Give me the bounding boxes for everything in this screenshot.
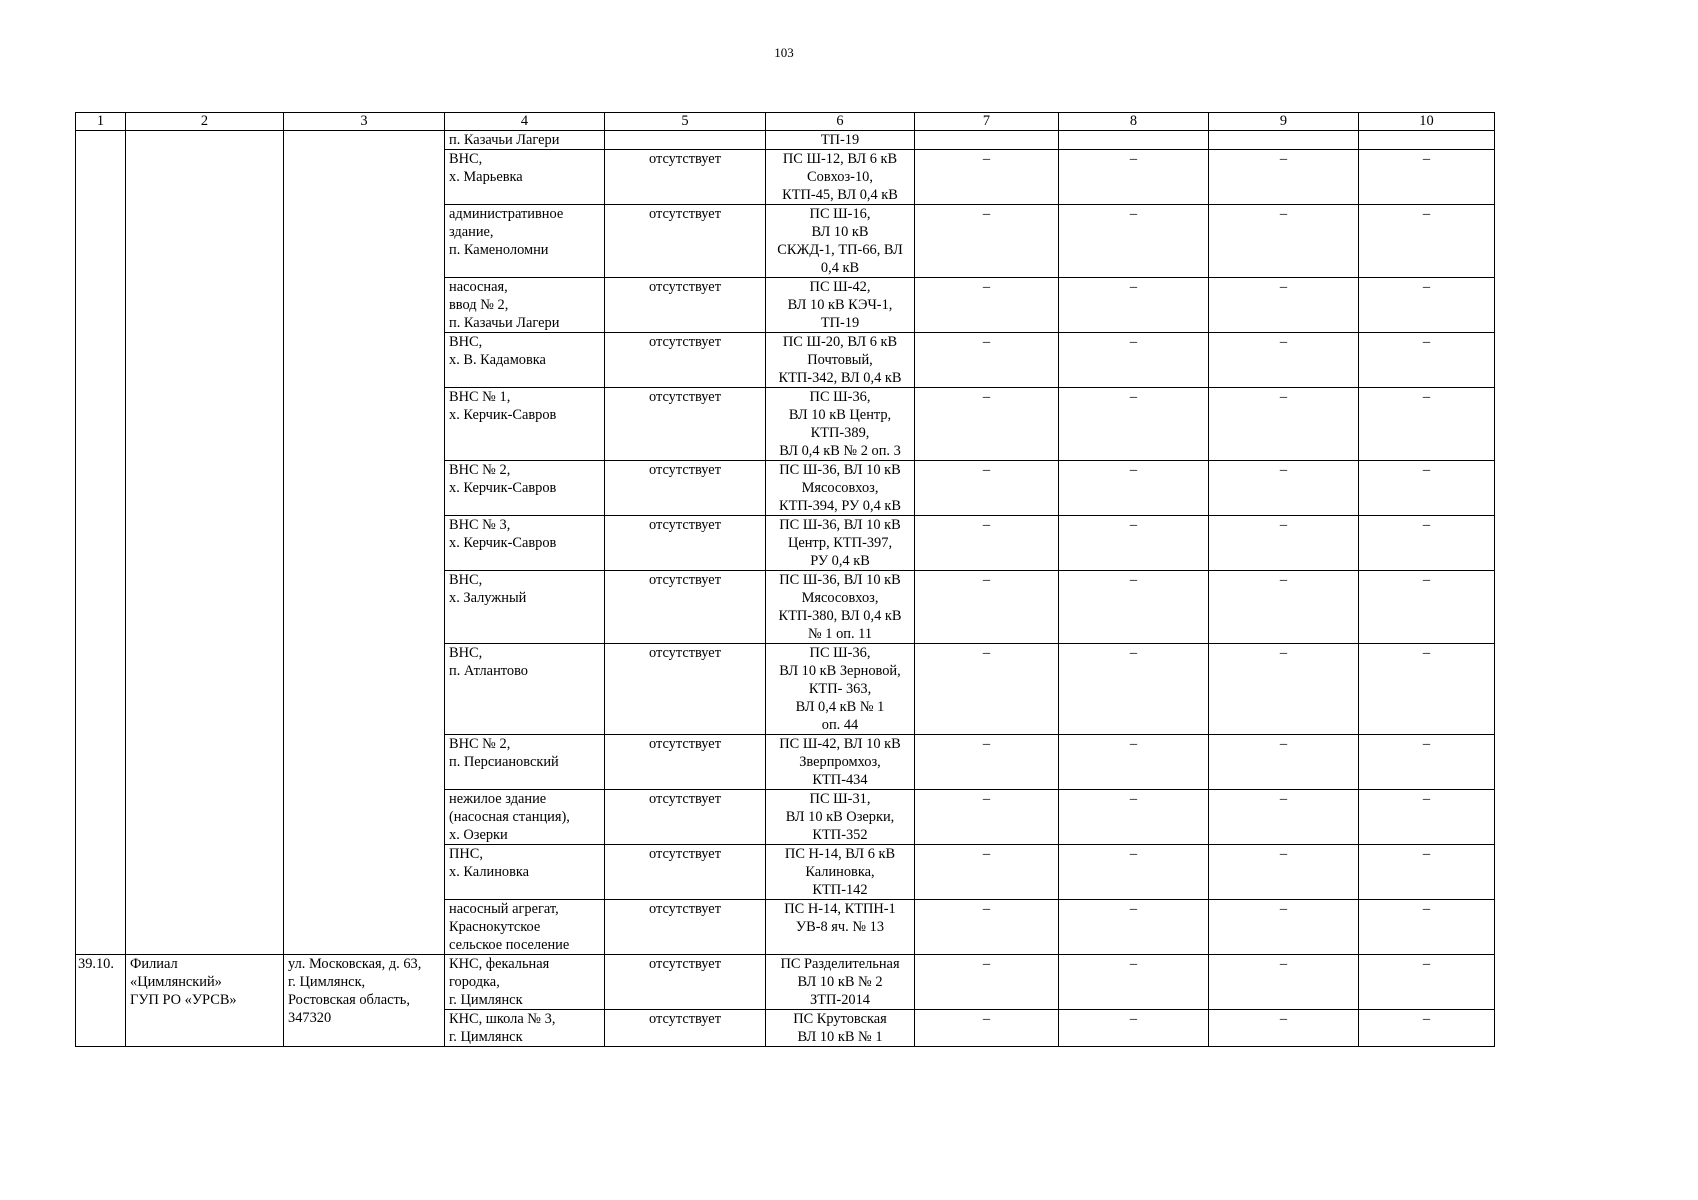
power-source-cell: ПС Ш-36, ВЛ 10 кВ Центр, КТП-389, ВЛ 0,4 кВ № 2 оп. 3 — [766, 388, 915, 461]
value-cell-c7: – — [915, 388, 1059, 461]
value-cell-c9: – — [1209, 150, 1359, 205]
power-source-cell: ПС Н-14, КТПН-1 УВ-8 яч. № 13 — [766, 900, 915, 955]
object-name-cell: КНС, фекальная городка, г. Цимлянск — [445, 955, 605, 1010]
value-cell-c8: – — [1059, 278, 1209, 333]
value-cell-c8: – — [1059, 205, 1209, 278]
value-cell-c7: – — [915, 644, 1059, 735]
status-cell: отсутствует — [605, 900, 766, 955]
power-source-cell: ПС Ш-20, ВЛ 6 кВ Почтовый, КТП-342, ВЛ 0,4 кВ — [766, 333, 915, 388]
data-table — [75, 112, 1495, 1047]
value-cell-c7: – — [915, 333, 1059, 388]
power-source-cell: ПС Ш-36, ВЛ 10 кВ Зерновой, КТП- 363, ВЛ 0,4 кВ № 1 оп. 44 — [766, 644, 915, 735]
object-name-cell: насосная, ввод № 2, п. Казачьи Лагери — [445, 278, 605, 333]
power-source-cell: ПС Ш-36, ВЛ 10 кВ Мясосовхоз, КТП-380, ВЛ 0,4 кВ № 1 оп. 11 — [766, 571, 915, 644]
value-cell-c9: – — [1209, 955, 1359, 1010]
column-header-10: 10 — [1359, 113, 1495, 131]
value-cell-c9 — [1209, 131, 1359, 150]
value-cell-c8: – — [1059, 845, 1209, 900]
object-name-cell: ВНС № 1, х. Керчик-Савров — [445, 388, 605, 461]
value-cell-c8: – — [1059, 900, 1209, 955]
object-name-cell: ВНС № 2, х. Керчик-Савров — [445, 461, 605, 516]
value-cell-c10: – — [1359, 516, 1495, 571]
object-name-cell: ВНС № 3, х. Керчик-Савров — [445, 516, 605, 571]
column-header-9: 9 — [1209, 113, 1359, 131]
value-cell-c9: – — [1209, 735, 1359, 790]
value-cell-c8: – — [1059, 955, 1209, 1010]
value-cell-c7: – — [915, 150, 1059, 205]
object-name-cell: ВНС, х. Марьевка — [445, 150, 605, 205]
value-cell-c9: – — [1209, 1010, 1359, 1047]
column-header-3: 3 — [284, 113, 445, 131]
value-cell-c8: – — [1059, 333, 1209, 388]
power-source-cell: ПС Ш-31, ВЛ 10 кВ Озерки, КТП-352 — [766, 790, 915, 845]
column-header-8: 8 — [1059, 113, 1209, 131]
column-header-2: 2 — [126, 113, 284, 131]
power-source-cell: ПС Разделительная ВЛ 10 кВ № 2 ЗТП-2014 — [766, 955, 915, 1010]
table-row — [76, 131, 1495, 150]
column-header-5: 5 — [605, 113, 766, 131]
value-cell-c7: – — [915, 900, 1059, 955]
value-cell-c10: – — [1359, 388, 1495, 461]
status-cell — [605, 131, 766, 150]
value-cell-c9: – — [1209, 644, 1359, 735]
value-cell-c10: – — [1359, 735, 1495, 790]
value-cell-c7: – — [915, 735, 1059, 790]
status-cell: отсутствует — [605, 571, 766, 644]
table-row — [76, 955, 1495, 1010]
status-cell: отсутствует — [605, 205, 766, 278]
object-name-cell: ПНС, х. Калиновка — [445, 845, 605, 900]
object-name-cell: ВНС, п. Атлантово — [445, 644, 605, 735]
address-cell — [284, 131, 445, 955]
value-cell-c7: – — [915, 516, 1059, 571]
value-cell-c7: – — [915, 955, 1059, 1010]
column-header-7: 7 — [915, 113, 1059, 131]
value-cell-c10: – — [1359, 278, 1495, 333]
value-cell-c10: – — [1359, 955, 1495, 1010]
value-cell-c9: – — [1209, 790, 1359, 845]
status-cell: отсутствует — [605, 790, 766, 845]
value-cell-c8: – — [1059, 516, 1209, 571]
status-cell: отсутствует — [605, 845, 766, 900]
value-cell-c7: – — [915, 1010, 1059, 1047]
value-cell-c7 — [915, 131, 1059, 150]
value-cell-c8: – — [1059, 1010, 1209, 1047]
value-cell-c9: – — [1209, 845, 1359, 900]
organization-cell — [126, 131, 284, 955]
value-cell-c7: – — [915, 571, 1059, 644]
status-cell: отсутствует — [605, 955, 766, 1010]
column-header-1: 1 — [76, 113, 126, 131]
page-number: 103 — [774, 45, 794, 60]
organization-cell: Филиал «Цимлянский» ГУП РО «УРСВ» — [126, 955, 284, 1047]
object-name-cell: п. Казачьи Лагери — [445, 131, 605, 150]
object-name-cell: ВНС № 2, п. Персиановский — [445, 735, 605, 790]
column-header-4: 4 — [445, 113, 605, 131]
value-cell-c8: – — [1059, 461, 1209, 516]
object-name-cell: ВНС, х. Залужный — [445, 571, 605, 644]
object-name-cell: нежилое здание (насосная станция), х. Озерки — [445, 790, 605, 845]
value-cell-c7: – — [915, 205, 1059, 278]
value-cell-c10: – — [1359, 644, 1495, 735]
power-source-cell: ПС Ш-36, ВЛ 10 кВ Мясосовхоз, КТП-394, РУ 0,4 кВ — [766, 461, 915, 516]
value-cell-c8: – — [1059, 571, 1209, 644]
power-source-cell: ПС Ш-42, ВЛ 10 кВ КЭЧ-1, ТП-19 — [766, 278, 915, 333]
number-cell — [76, 131, 126, 955]
status-cell: отсутствует — [605, 461, 766, 516]
power-source-cell: ПС Ш-36, ВЛ 10 кВ Центр, КТП-397, РУ 0,4 кВ — [766, 516, 915, 571]
value-cell-c9: – — [1209, 516, 1359, 571]
status-cell: отсутствует — [605, 388, 766, 461]
status-cell: отсутствует — [605, 516, 766, 571]
column-header-6: 6 — [766, 113, 915, 131]
header-row — [76, 113, 1495, 131]
value-cell-c10: – — [1359, 900, 1495, 955]
value-cell-c8: – — [1059, 150, 1209, 205]
value-cell-c10: – — [1359, 790, 1495, 845]
value-cell-c9: – — [1209, 388, 1359, 461]
value-cell-c10: – — [1359, 571, 1495, 644]
status-cell: отсутствует — [605, 644, 766, 735]
value-cell-c7: – — [915, 845, 1059, 900]
value-cell-c8 — [1059, 131, 1209, 150]
object-name-cell: КНС, школа № 3, г. Цимлянск — [445, 1010, 605, 1047]
power-source-cell: ПС Ш-42, ВЛ 10 кВ Зверпромхоз, КТП-434 — [766, 735, 915, 790]
status-cell: отсутствует — [605, 278, 766, 333]
value-cell-c9: – — [1209, 333, 1359, 388]
power-source-cell: ПС Крутовская ВЛ 10 кВ № 1 — [766, 1010, 915, 1047]
object-name-cell: ВНС, х. В. Кадамовка — [445, 333, 605, 388]
value-cell-c9: – — [1209, 461, 1359, 516]
object-name-cell: насосный агрегат, Краснокутское сельское поселение — [445, 900, 605, 955]
value-cell-c10 — [1359, 131, 1495, 150]
number-cell: 39.10. — [76, 955, 126, 1047]
power-source-cell: ПС Ш-16, ВЛ 10 кВ СКЖД-1, ТП-66, ВЛ 0,4 кВ — [766, 205, 915, 278]
value-cell-c7: – — [915, 790, 1059, 845]
value-cell-c10: – — [1359, 845, 1495, 900]
value-cell-c10: – — [1359, 1010, 1495, 1047]
status-cell: отсутствует — [605, 333, 766, 388]
value-cell-c9: – — [1209, 205, 1359, 278]
status-cell: отсутствует — [605, 150, 766, 205]
power-source-cell: ТП-19 — [766, 131, 915, 150]
value-cell-c9: – — [1209, 900, 1359, 955]
value-cell-c8: – — [1059, 735, 1209, 790]
value-cell-c8: – — [1059, 644, 1209, 735]
address-cell: ул. Московская, д. 63, г. Цимлянск, Ростовская область, 347320 — [284, 955, 445, 1047]
value-cell-c10: – — [1359, 461, 1495, 516]
value-cell-c7: – — [915, 278, 1059, 333]
power-source-cell: ПС Ш-12, ВЛ 6 кВ Совхоз-10, КТП-45, ВЛ 0,4 кВ — [766, 150, 915, 205]
value-cell-c9: – — [1209, 278, 1359, 333]
value-cell-c9: – — [1209, 571, 1359, 644]
value-cell-c8: – — [1059, 388, 1209, 461]
status-cell: отсутствует — [605, 1010, 766, 1047]
value-cell-c10: – — [1359, 205, 1495, 278]
value-cell-c8: – — [1059, 790, 1209, 845]
value-cell-c7: – — [915, 461, 1059, 516]
value-cell-c10: – — [1359, 333, 1495, 388]
object-name-cell: административное здание, п. Каменоломни — [445, 205, 605, 278]
power-source-cell: ПС Н-14, ВЛ 6 кВ Калиновка, КТП-142 — [766, 845, 915, 900]
status-cell: отсутствует — [605, 735, 766, 790]
value-cell-c10: – — [1359, 150, 1495, 205]
